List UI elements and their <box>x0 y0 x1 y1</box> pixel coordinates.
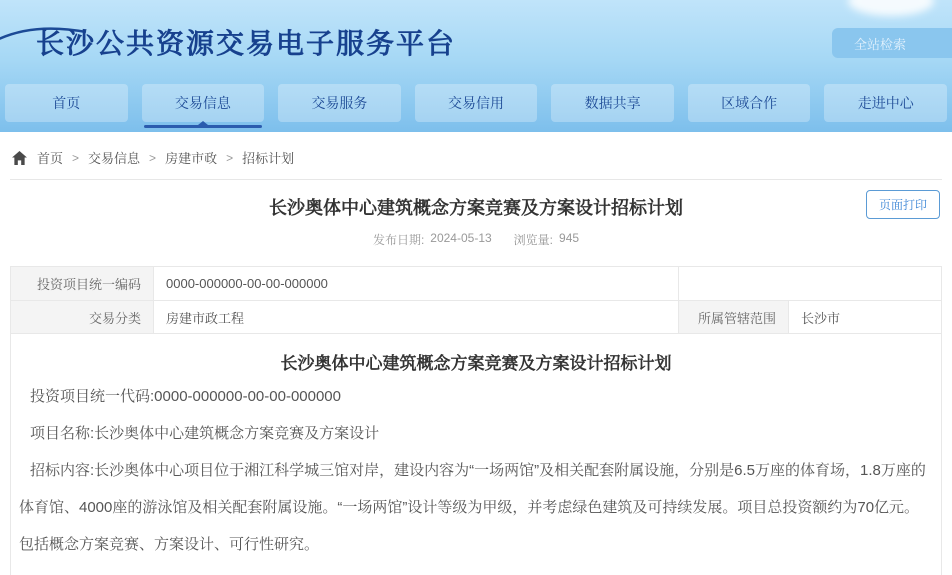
active-tab-underline <box>144 125 263 128</box>
info-label-jurisdiction: 所属管辖范围 <box>678 300 788 333</box>
publish-date-value: 2024-05-13 <box>430 231 492 245</box>
article-paragraph: 招标内容:长沙奥体中心项目位于湘江科学城三馆对岸，建设内容为“一场两馆”及相关配套附属设施，分别是6.5万座的体育场，1.8万座的体育馆、4000座的游泳馆及相关配套附属设施。“一场两馆”设计等级为甲级，并考虑绿色建筑及可持续发展。项目总投资额约为70亿元。包括概念方案竞赛、方案设计、可行性研究。 <box>19 462 926 553</box>
nav-tab-label: 交易服务 <box>311 95 368 111</box>
info-value-empty <box>678 267 941 300</box>
article-paragraph: 投资项目统一代码:0000-000000-00-00-000000 <box>30 388 341 405</box>
nav-tab-data-share[interactable] <box>551 84 674 122</box>
home-icon[interactable] <box>12 151 27 165</box>
breadcrumb-separator: > <box>72 150 80 165</box>
main-nav <box>0 84 952 122</box>
info-value-trade-category: 房建市政工程 <box>153 300 678 333</box>
nav-tab-home[interactable] <box>5 84 128 122</box>
breadcrumb-item-current: 招标计划 <box>242 151 295 166</box>
breadcrumb <box>10 132 942 179</box>
article-meta <box>10 231 942 258</box>
main-content <box>0 132 952 575</box>
nav-tab-label: 区域合作 <box>721 95 778 111</box>
nav-tab-region-coop[interactable] <box>688 84 811 122</box>
breadcrumb-item-construction[interactable]: 房建市政 <box>165 151 218 166</box>
publish-date-label: 发布日期: <box>372 233 425 247</box>
article-body-title: 长沙奥体中心建筑概念方案竞赛及方案设计招标计划 <box>280 354 672 373</box>
breadcrumb-separator: > <box>149 150 157 165</box>
article-paragraph: 项目名称:长沙奥体中心建筑概念方案竞赛及方案设计 <box>30 425 380 442</box>
cloud-decoration-icon <box>848 0 934 16</box>
article-title-block <box>10 180 942 266</box>
site-title: 长沙公共资源交易电子服务平台 <box>36 28 457 59</box>
nav-tab-trade-credit[interactable] <box>415 84 538 122</box>
article-body <box>11 333 941 575</box>
breadcrumb-item-trade-info[interactable]: 交易信息 <box>88 151 141 166</box>
info-label-trade-category: 交易分类 <box>11 300 153 333</box>
nav-tab-label: 走进中心 <box>857 95 914 111</box>
search-label: 全站检索 <box>854 36 907 52</box>
info-table <box>11 267 941 333</box>
info-value-project-code: 0000-000000-00-00-000000 <box>153 267 678 300</box>
nav-tab-about-center[interactable] <box>824 84 947 122</box>
nav-tab-label: 交易信息 <box>174 95 231 111</box>
nav-tab-label: 数据共享 <box>584 95 641 111</box>
breadcrumb-separator: > <box>226 150 234 165</box>
nav-tab-trade-info[interactable] <box>142 84 265 122</box>
nav-tab-label: 首页 <box>52 95 81 111</box>
header-top <box>0 0 952 75</box>
active-tab-caret-icon <box>190 159 216 170</box>
site-header <box>0 0 952 132</box>
page-title: 长沙奥体中心建筑概念方案竞赛及方案设计招标计划 <box>269 198 683 218</box>
views-value: 945 <box>559 231 580 245</box>
print-button[interactable]: 页面打印 <box>866 190 940 219</box>
search-box[interactable] <box>832 28 952 58</box>
info-label-project-code: 投资项目统一编码 <box>11 267 153 300</box>
info-value-jurisdiction: 长沙市 <box>788 300 941 333</box>
views-label: 浏览量: <box>513 233 554 247</box>
detail-box <box>10 266 942 575</box>
nav-tab-trade-service[interactable] <box>278 84 401 122</box>
nav-tab-label: 交易信用 <box>448 95 505 111</box>
breadcrumb-item-home[interactable]: 首页 <box>37 151 64 166</box>
